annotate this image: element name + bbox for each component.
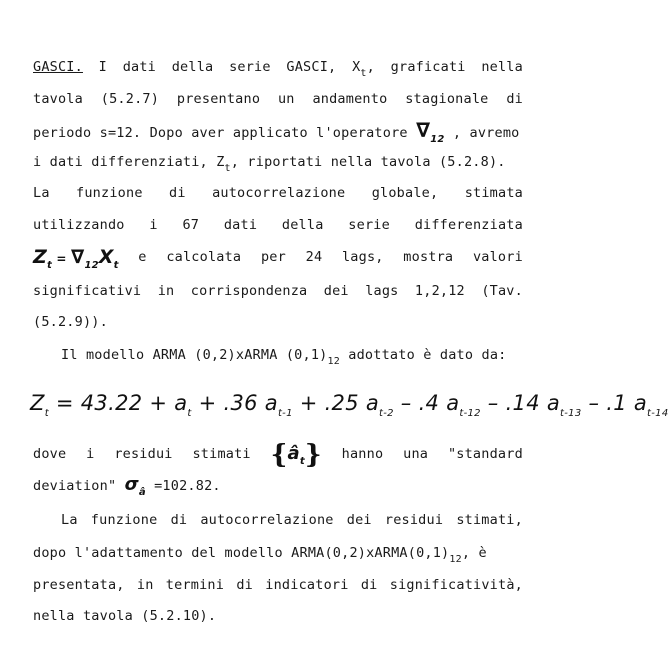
word: "standard [447, 446, 523, 462]
sigma-sub: â [138, 487, 146, 498]
word: 67 [182, 217, 200, 233]
formula-sub: t-12 [459, 408, 481, 419]
word: autocorrelazione [200, 512, 334, 528]
para1-line8 [33, 282, 523, 300]
seasonal-sub: 12 [449, 554, 462, 565]
word: e [138, 249, 147, 265]
word: della [171, 59, 214, 75]
para4-line2 [33, 544, 523, 565]
x-symbol: X [98, 246, 114, 268]
symbol-sub: t [360, 68, 367, 79]
para1-line3 [33, 118, 523, 145]
para1-line2 [33, 90, 523, 108]
residual-sub: t [299, 456, 305, 467]
word: in [157, 283, 175, 299]
word: significativi [33, 283, 142, 299]
para3-line1 [33, 440, 523, 470]
word: una [403, 446, 429, 462]
model-formula [30, 391, 669, 419]
z-symbol: Z [33, 246, 47, 268]
text: deviation" [33, 478, 125, 494]
text: periodo s=12. Dopo aver applicato l'operatore [33, 125, 417, 141]
operator-sub: 12 [430, 134, 445, 145]
z-sub: t [46, 260, 52, 271]
word: funzione [76, 185, 143, 201]
text: (5.2.9)). [33, 314, 108, 330]
para4-line1 [61, 511, 523, 529]
word: 24 [305, 249, 323, 265]
residual-symbol: â [287, 443, 300, 464]
symbol-sub: t [224, 163, 231, 174]
word: dati [223, 217, 258, 233]
operator-sub: 12 [84, 260, 99, 271]
formula-term: – .4 a [393, 391, 460, 415]
word: dati [122, 59, 157, 75]
word: nella [481, 59, 523, 75]
word: lags [365, 283, 399, 299]
brace-open: { [270, 440, 288, 470]
word: globale, [371, 185, 439, 201]
word: corrispondenza [190, 283, 308, 299]
punct: , [366, 59, 375, 75]
word: lags, [341, 249, 384, 265]
symbol-base: X [352, 59, 361, 75]
handwritten-diff-formula [33, 246, 119, 271]
para1-line5 [33, 184, 523, 202]
word: serie [229, 59, 271, 75]
formula-term: + .25 a [292, 391, 380, 415]
word: mostra [403, 249, 454, 265]
para1-line9 [33, 313, 523, 331]
word: di [506, 91, 523, 107]
word: I [98, 59, 107, 75]
nabla-operator: ∇ [70, 246, 85, 268]
residual-set [270, 440, 322, 470]
word: di [170, 512, 188, 528]
word: stimati, [456, 512, 523, 528]
formula-sub: t-1 [277, 408, 293, 419]
word: i [149, 217, 158, 233]
word: di [236, 577, 254, 593]
word: valori [472, 249, 523, 265]
formula-term: – .1 a [581, 391, 648, 415]
word: dove [33, 446, 67, 462]
word: indicatori [265, 577, 349, 593]
word: autocorrelazione [212, 185, 346, 201]
word: andamento [312, 91, 388, 107]
word: 1,2,12 [414, 283, 465, 299]
word: residui [384, 512, 444, 528]
word: La [33, 185, 50, 201]
formula-term: = 43.22 + a [48, 391, 188, 415]
formula-sub: t [187, 408, 192, 419]
formula-term: – .14 a [480, 391, 561, 415]
word: (Tav. [481, 283, 523, 299]
formula-sub: t-14 [647, 408, 669, 419]
word: tavola [33, 91, 83, 107]
para1-line1 [33, 58, 523, 79]
formula-sub: t [44, 408, 49, 419]
formula-sub: t-2 [379, 408, 394, 419]
word: dei [346, 512, 372, 528]
nabla-operator: ∇ [416, 118, 431, 142]
text: nella tavola (5.2.10). [33, 608, 217, 624]
para3-line2 [33, 474, 523, 498]
word: hanno [341, 446, 384, 462]
para2-line1 [61, 346, 523, 367]
word: serie [348, 217, 390, 233]
text: , avremo [444, 125, 520, 141]
word: funzione [90, 512, 158, 528]
word: differenziata [414, 217, 523, 233]
formula-z: Z [30, 391, 45, 415]
word: un [277, 91, 295, 107]
word: graficati [390, 59, 466, 75]
formula-sub: t-13 [560, 408, 582, 419]
para4-line3 [33, 576, 523, 594]
series-symbol [352, 58, 375, 79]
brace-close: } [304, 440, 322, 470]
x-sub: t [113, 260, 119, 271]
para1-line4 [33, 153, 523, 174]
word: presentata, [33, 577, 125, 593]
word: per [260, 249, 286, 265]
word: (5.2.7) [100, 91, 160, 107]
word: in [136, 577, 154, 593]
text: , riportati nella tavola (5.2.8). [230, 154, 506, 170]
text: i dati differenziati, Z [33, 154, 225, 170]
word: stagionale [405, 91, 489, 107]
word: stimata [464, 185, 523, 201]
seasonal-sub: 12 [327, 356, 340, 367]
para1-line7 [33, 246, 523, 271]
text: , è [461, 545, 487, 561]
word: dei [323, 283, 349, 299]
para1-line6 [33, 216, 523, 234]
word: termini [165, 577, 225, 593]
word: di [360, 577, 378, 593]
word: La [61, 512, 78, 528]
word: stimati [192, 446, 251, 462]
text: adottato è dato da: [339, 347, 507, 363]
word: i [86, 446, 95, 462]
text: dopo l'adattamento del modello ARMA(0,2)xARMA(0,1) [33, 545, 450, 561]
equals: = [51, 252, 71, 266]
formula-term: + .36 a [191, 391, 278, 415]
word: utilizzando [33, 217, 125, 233]
word: GASCI, [286, 59, 337, 75]
word: calcolata [166, 249, 242, 265]
text: Il modello ARMA (0,2)xARMA (0,1) [61, 347, 328, 363]
sigma-symbol: σ [124, 474, 139, 495]
series-name: GASCI. [33, 59, 83, 75]
word: residui [114, 446, 173, 462]
text: =102.82. [145, 478, 221, 494]
word: di [169, 185, 186, 201]
para4-line4 [33, 607, 523, 625]
word: significatività, [389, 577, 523, 593]
word: presentano [176, 91, 261, 107]
word: della [281, 217, 324, 233]
